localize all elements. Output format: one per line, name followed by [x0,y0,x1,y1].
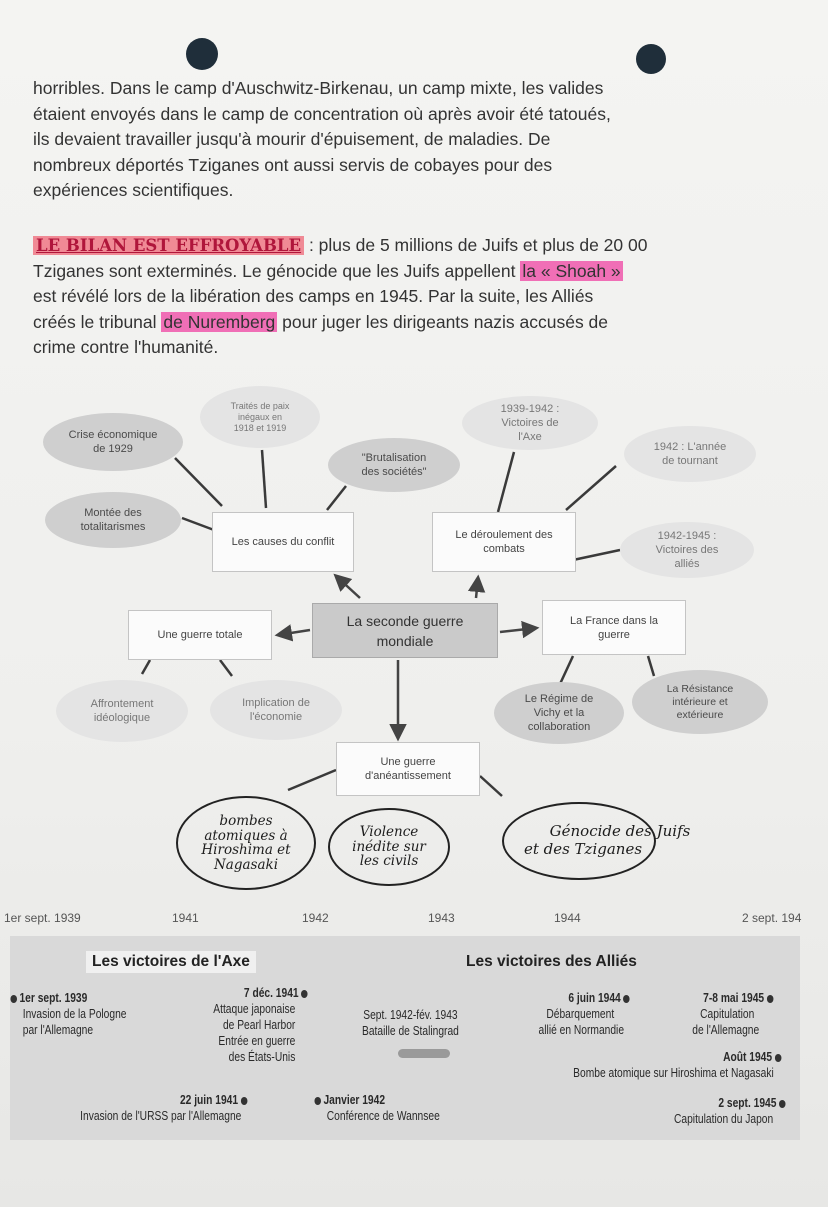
event-dot [10,995,17,1003]
event-dot [314,1097,321,1105]
timeline-year: 1944 [554,911,581,925]
timeline-year: 1941 [172,911,199,925]
node-france: La France dans la guerre [542,600,686,655]
event-dot [623,995,630,1003]
event-text: Capitulation du Japon [674,1112,774,1126]
text-line: horribles. Dans le camp d'Auschwitz-Birkenau, un camp mixte, les valides [33,78,604,98]
event-date: Sept. 1942-fév. 1943 [363,1008,458,1022]
timeline-year: 1er sept. 1939 [4,911,81,925]
text-fragment: créés le tribunal [33,311,162,332]
highlight-heading: LE BILAN EST EFFROYABLE [33,236,304,255]
timeline-year: 1943 [428,911,455,925]
event-date-row [312,1092,440,1108]
event-stalingrad [362,1007,459,1039]
text-line [33,233,793,259]
event-date: 2 sept. 1945 [718,1096,777,1110]
hand-line: Nagasaki [213,856,279,873]
timeline-year: 1942 [302,911,329,925]
node-economie: Implication de l'économie [210,680,342,740]
stalingrad-duration-bar [398,1049,450,1058]
text-line: est révélé lors de la libération des camps en 1945. Par la suite, les Alliés [33,286,594,307]
event-dec-1941 [213,985,310,1065]
hand-line: Violence [359,824,419,841]
hand-line: atomiques à [204,827,288,844]
event-juin-1941 [81,1092,250,1124]
event-date-row [81,1092,250,1108]
node-victoires-axe: 1939-1942 : Victoires de l'Axe [462,396,598,450]
event-dot [301,990,308,998]
handwritten-bombes-atomiques [176,796,316,890]
node-guerre-totale: Une guerre totale [128,610,272,660]
highlight-nuremberg: de Nuremberg [163,311,276,332]
node-tournant: 1942 : L'année de tournant [624,426,756,482]
event-date-row [213,985,310,1001]
event-date-row [574,1049,784,1065]
event-date: 6 juin 1944 [568,991,621,1005]
event-text: allié en Normandie [538,1023,624,1037]
text-fragment: Tziganes sont exterminés. Le génocide que les Juifs appellent [33,260,521,281]
text-fragment: pour juger les dirigeants nazis accusés de [277,311,609,332]
hand-line: inédite sur [352,838,426,855]
event-dot [775,1054,782,1062]
node-seconde-guerre: La seconde guerre mondiale [312,603,498,658]
event-text: de Pearl Harbor [222,1018,296,1032]
hand-line: les civils [359,853,419,870]
handwritten-genocide [500,802,710,878]
event-date-row [538,990,632,1006]
event-text: des États-Unis [228,1050,296,1064]
paragraph-deportation [33,76,793,204]
event-text: Attaque japonaise [213,1002,296,1016]
event-text: Invasion de l'URSS par l'Allemagne [80,1109,242,1123]
text-line: crime contre l'humanité. [33,337,219,358]
event-date: 1er sept. 1939 [19,991,88,1005]
event-dot [779,1100,786,1108]
text-line: étaient envoyés dans le camp de concentration où après avoir été tatoués, [33,103,611,124]
event-date: 22 juin 1941 [180,1093,239,1107]
event-date: 7-8 mai 1945 [703,991,765,1005]
node-traites-paix: Traités de paix inégaux en 1918 et 1919 [200,386,320,448]
hand-circle [502,802,656,880]
node-brutalisation: "Brutalisation des sociétés" [328,438,460,492]
text-line [33,310,793,336]
event-dot [767,995,774,1003]
text-line: ils devaient travailler jusqu'à mourir d'épuisement, de maladies. De [33,129,551,150]
event-date: 7 déc. 1941 [243,986,299,1000]
node-vichy: Le Régime de Vichy et la collaboration [494,682,624,744]
event-text: de l'Allemagne [692,1023,760,1037]
timeline-title-allies: Les victoires des Alliés [466,953,637,970]
node-victoires-allies: 1942-1945 : Victoires des alliés [620,522,754,578]
node-aneantissement: Une guerre d'anéantissement [336,742,480,796]
event-text: Bataille de Stalingrad [362,1024,459,1038]
hand-line: Génocide des Juifs [549,822,691,840]
event-aout-1945 [574,1049,784,1081]
node-crise-1929: Crise économique de 1929 [43,413,183,471]
hand-line: et des Tziganes [523,840,643,858]
event-date-row [693,990,776,1006]
event-text: Capitulation [700,1007,755,1021]
text-line [33,259,793,285]
event-text: Bombe atomique sur Hiroshima et Nagasaki [573,1066,775,1080]
hand-line: Hiroshima et [201,842,291,858]
text-line: expériences scientifiques. [33,180,234,201]
node-deroulement: Le déroulement des combats [432,512,576,572]
event-text: Invasion de la Pologne [22,1007,127,1021]
event-wannsee [312,1092,440,1124]
binder-hole-left [186,38,218,70]
node-causes: Les causes du conflit [212,512,354,572]
event-date: Janvier 1942 [323,1093,386,1107]
event-date: Août 1945 [723,1050,773,1064]
event-sept-1945 [674,1095,788,1127]
event-juin-1944 [538,990,632,1038]
event-1939 [8,990,126,1038]
hand-line: bombes [219,813,273,829]
event-text: Conférence de Wannsee [326,1109,440,1123]
event-text: Entrée en guerre [218,1034,296,1048]
event-mai-1945 [693,990,776,1038]
paragraph-bilan [33,233,793,361]
event-date-row [674,1095,788,1111]
event-text: par l'Allemagne [22,1023,94,1037]
event-dot [241,1097,248,1105]
binder-hole-right [636,44,666,74]
node-totalitarismes: Montée des totalitarismes [45,492,181,548]
text-fragment: : plus de 5 millions de Juifs et plus de 20 00 [304,235,648,255]
timeline-title-axe: Les victoires de l'Axe [86,951,256,973]
timeline-year: 2 sept. 194 [742,911,802,925]
text-line: nombreux déportés Tziganes ont aussi servis de cobayes pour des [33,154,553,175]
handwritten-violence-civils [328,808,450,886]
node-resistance: La Résistance intérieure et extérieure [632,670,768,734]
event-text: Débarquement [546,1007,614,1021]
event-date-row [8,990,126,1006]
highlight-shoah: la « Shoah » [522,260,621,281]
node-ideologique: Affrontement idéologique [56,680,188,742]
